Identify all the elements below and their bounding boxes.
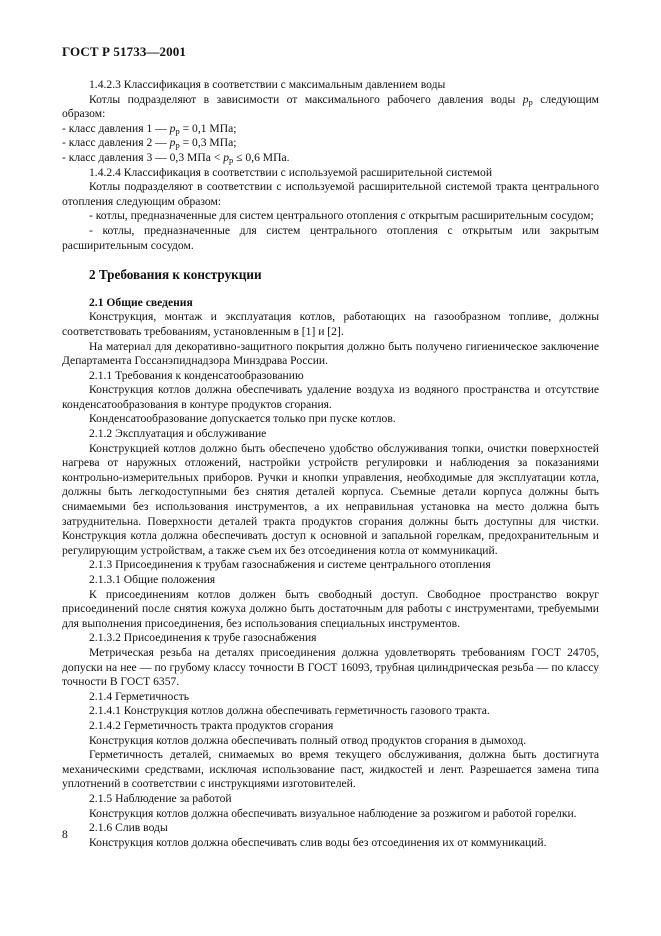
class-1-value: = 0,1 МПа; [179, 121, 237, 135]
class-3-label: - класс давления 3 — 0,3 МПа < [62, 150, 224, 164]
class-2-label: - класс давления 2 — [62, 136, 170, 150]
class-2-value: = 0,3 МПа; [179, 136, 237, 150]
section-2-1-5-title: 2.1.5 Наблюдение за работой [89, 791, 232, 805]
section-2-1-4-2-para-1: Конструкция котлов должна обеспечивать полный отвод продуктов сгорания в дымоход. [89, 733, 527, 747]
section-2-1-6-title: 2.1.6 Слив воды [89, 821, 168, 835]
section-1-4-2-4-title: 1.4.2.4 Классификация в соответствии с используемой расширительной системой [89, 165, 493, 179]
section-2-1-3-2-title: 2.1.3.2 Присоединения к трубе газоснабжения [89, 631, 317, 645]
pressure-class-2 [62, 136, 599, 151]
section-2-1-3-2-para-1: Метрическая резьба на деталях присоединения должна удовлетворять требованиям ГОСТ 24705, допуски на нее — по грубому классу точности В ГОСТ 16093, трубная цилиндрическая резьба — по классу точности В ГОСТ 6357. [62, 645, 599, 689]
pressure-class-3 [62, 151, 599, 166]
pressure-subscript: р [229, 154, 234, 165]
section-2-1-1-title: 2.1.1 Требования к конденсатообразованию [89, 368, 304, 382]
section-2-1-2-para-1: Конструкцией котлов должно быть обеспечено удобство обслуживания топки, очистки поверхностей нагрева от наружных отложений, настройки устройств регулировки и наблюдения за показаниями контрольно-измерительных приборов. Ручки и кнопки управления, необходимые для эксплуатации котла, должны быть легкодоступными без снятия деталей корпуса. Съемные детали корпуса должны быть снимаемыми без использования инструментов, а их неправильная установка на место должна быть затруднительна. Поверхности деталей тракта продуктов сгорания должны быть доступны для чистки. Конструкция котла должна обеспечивать доступ к основной и запальной горелкам, предохранительным и регулирующим устройствам, а также съем их без отсоединения котла от коммуникаций. [62, 441, 599, 557]
expansion-item-1: - котлы, предназначенные для систем центрального отопления с открытым расширительным сосудом; [89, 209, 594, 223]
document-header: ГОСТ Р 51733—2001 [62, 44, 186, 59]
intro-text-a: Котлы подразделяют в зависимости от максимального рабочего давления воды [89, 92, 523, 106]
intro-text-b: следующим образом: [62, 92, 599, 121]
pressure-subscript: р [175, 140, 180, 151]
section-1-4-2-3-title: 1.4.2.3 Классификация в соответствии с максимальным давлением воды [89, 78, 446, 91]
section-2-1-3-1-title: 2.1.3.1 Общие положения [89, 573, 216, 586]
section-2-1-6-para-1: Конструкция котлов должна обеспечивать слив воды без отсоединения их от коммуникаций. [89, 835, 547, 849]
section-2-1-2-title: 2.1.2 Эксплуатация и обслуживание [89, 427, 267, 441]
section-2-1-4-2-para-2: Герметичность деталей, снимаемых во время текущего обслуживания, должна быть достигнута механическими средствами, исключая использование паст, жидкостей и лент. Разрешается замена типа уплотнений в соответствии с инструкциями изготовителей. [62, 748, 599, 791]
section-2-1-5-para-1: Конструкция котлов должна обеспечивать визуальное наблюдение за розжигом и работой горелки. [89, 806, 577, 820]
class-1-label: - класс давления 1 — [62, 121, 170, 135]
section-2-1-para-2: На материал для декоративно-защитного покрытия должно быть получено гигиеническое заключение Департамента Госсанэпиднадзора Минздрава России. [62, 339, 599, 368]
pressure-symbol: p [522, 92, 529, 106]
section-2-1-3-title: 2.1.3 Присоединения к трубам газоснабжения и системе центрального отопления [89, 558, 491, 572]
pressure-class-1 [62, 122, 599, 137]
section-2-1-4-title: 2.1.4 Герметичность [89, 689, 190, 703]
section-2-1-para-1: Конструкция, монтаж и эксплуатация котлов, работающих на газообразном топливе, должны соответствовать требованиям, установленным в [1] и [2]. [62, 310, 599, 338]
document-body [62, 78, 599, 850]
page-number: 8 [62, 828, 68, 841]
pressure-symbol: p [169, 121, 176, 135]
section-2-1-1-para-1: Конструкция котлов должна обеспечивать удаление воздуха из водяного пространства и отсутствие конденсатообразования в контуре продуктов сгорания. [62, 383, 599, 411]
section-1-4-2-4-intro: Котлы подразделяют в соответствии с используемой расширительной системой тракта центрального отопления следующим образом: [62, 180, 599, 208]
pressure-subscript: р [175, 125, 180, 136]
section-2-1-1-para-2: Конденсатообразование допускается только при пуске котлов. [89, 412, 396, 426]
section-2-1-4-2-title: 2.1.4.2 Герметичность тракта продуктов сгорания [89, 718, 334, 732]
pressure-symbol: p [169, 136, 176, 150]
pressure-subscript: р [528, 96, 533, 107]
section-1-4-2-3-intro [62, 93, 599, 122]
section-2-1-4-1: 2.1.4.1 Конструкция котлов должна обеспечивать герметичность газового тракта. [89, 704, 490, 718]
section-2-title: 2 Требования к конструкции [89, 267, 262, 283]
section-2-1-title: 2.1 Общие сведения [89, 295, 193, 309]
section-2-1-3-1-para-1: К присоединениям котлов должен быть свободный доступ. Свободное пространство вокруг присоединений после снятия кожуха должно быть достаточным для работы с инструментами, требуемыми для выполнения присоединения, без использования специальных инструментов. [62, 587, 599, 630]
class-3-value: ≤ 0,6 МПа. [233, 150, 290, 164]
expansion-item-2: - котлы, предназначенные для систем центрального отопления с открытым или закрытым расширительным сосудом. [62, 223, 599, 252]
pressure-symbol: p [223, 150, 229, 164]
